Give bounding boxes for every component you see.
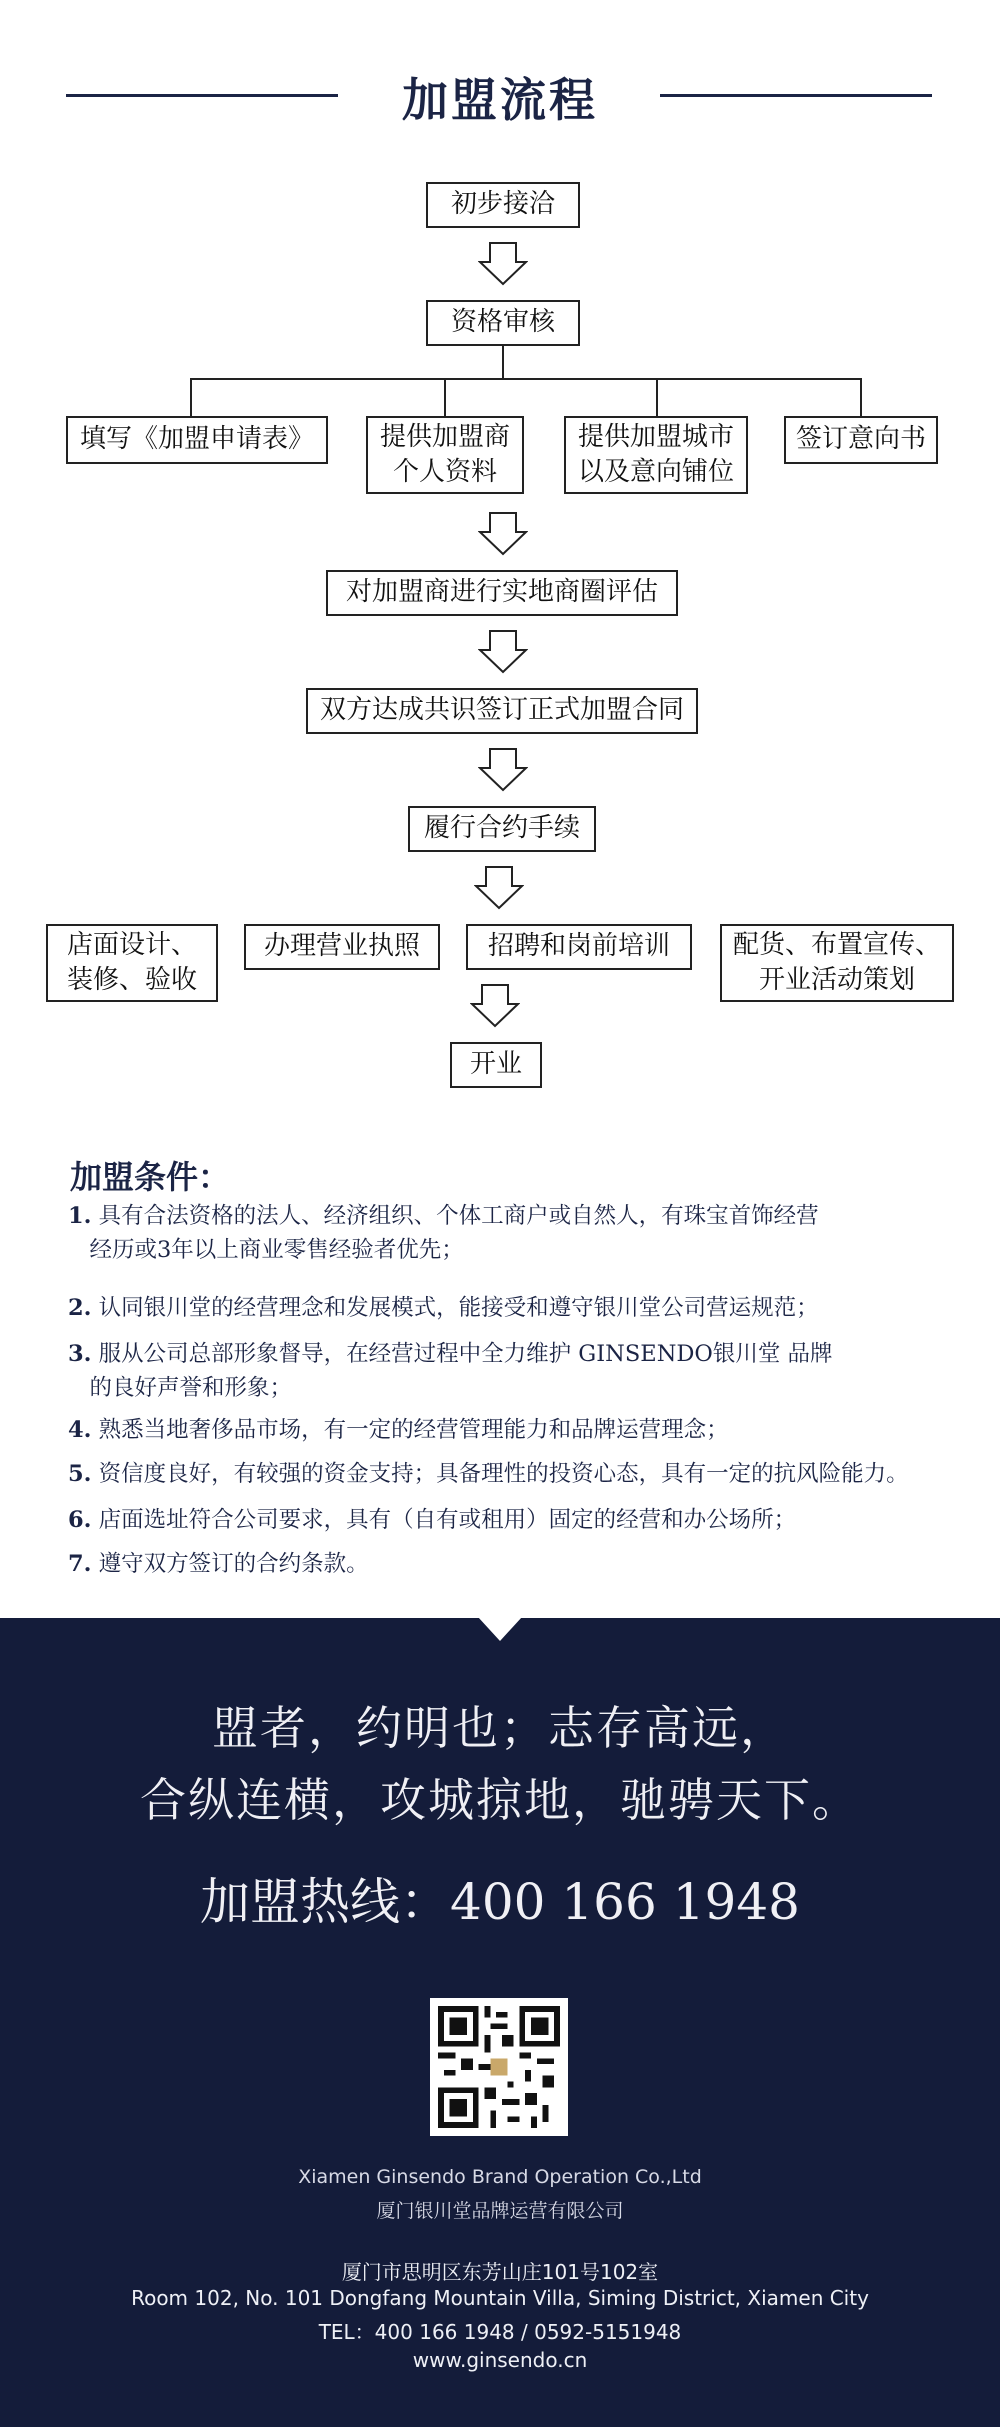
flow-connector [190, 378, 862, 380]
condition-item: 2. 认同银川堂的经营理念和发展模式，能接受和遵守银川堂公司营运规范； [68, 1295, 819, 1321]
flow-step-qualification-review: 资格审核 [426, 300, 580, 346]
address-en: Room 102, No. 101 Dongfang Mountain Villa, Siming District, Xiamen City [131, 2286, 869, 2310]
condition-item: 1. 具有合法资格的法人、经济组织、个体工商户或自然人，有珠宝首饰经营 经历或3年以上商业零售经验者优先； [68, 1203, 819, 1263]
flow-branch-letter-of-intent: 签订意向书 [784, 416, 938, 464]
flow-connector [860, 378, 862, 416]
flow-connector [502, 346, 504, 378]
flow-branch-application-form: 填写《加盟申请表》 [66, 416, 328, 464]
flow-connector [444, 378, 446, 416]
page-title: 加盟流程 [402, 73, 598, 127]
down-arrow-icon [478, 512, 528, 556]
flow-step-site-evaluation: 对加盟商进行实地商圈评估 [326, 570, 678, 616]
slogan-line-1: 盟者，约明也；志存高远， [212, 1701, 788, 1755]
down-arrow-icon [470, 984, 520, 1028]
condition-item: 7. 遵守双方签订的合约条款。 [68, 1551, 369, 1577]
flow-step-initial-contact: 初步接洽 [426, 182, 580, 228]
condition-item: 5. 资信度良好，有较强的资金支持；具备理性的投资心态，具有一定的抗风险能力。 [68, 1461, 909, 1487]
slogan-line-2: 合纵连横，攻城掠地，驰骋天下。 [140, 1773, 860, 1827]
condition-item: 6. 店面选址符合公司要求，具有（自有或租用）固定的经营和办公场所； [68, 1507, 797, 1533]
hotline: 加盟热线：400 166 1948 [200, 1873, 800, 1931]
flow-branch-recruit-training: 招聘和岗前培训 [466, 924, 692, 970]
qr-code-icon [430, 1998, 568, 2136]
address-cn: 厦门市思明区东芳山庄101号102室 [341, 2260, 659, 2284]
flow-step-opening: 开业 [450, 1042, 542, 1088]
condition-item: 3. 服从公司总部形象督导，在经营过程中全力维护 GINSENDO银川堂 品牌 的良好声誉和形象； [68, 1341, 833, 1401]
telephone: TEL：400 166 1948 / 0592-5151948 [318, 2320, 682, 2344]
flow-branch-personal-info: 提供加盟商 个人资料 [366, 416, 524, 494]
flow-connector [190, 378, 192, 416]
flow-branch-store-design: 店面设计、 装修、验收 [46, 924, 218, 1002]
company-name-cn: 厦门银川堂品牌运营有限公司 [376, 2200, 624, 2222]
footer-notch [478, 1617, 522, 1641]
down-arrow-icon [474, 866, 524, 910]
flow-branch-stocking-promo: 配货、布置宣传、 开业活动策划 [720, 924, 954, 1002]
down-arrow-icon [478, 242, 528, 286]
flow-branch-city-location: 提供加盟城市 以及意向铺位 [564, 416, 748, 494]
website-link[interactable]: www.ginsendo.cn [412, 2348, 588, 2372]
down-arrow-icon [478, 748, 528, 792]
company-name-en: Xiamen Ginsendo Brand Operation Co.,Ltd [298, 2166, 702, 2188]
conditions-title: 加盟条件： [70, 1158, 231, 1196]
flow-branch-business-license: 办理营业执照 [244, 924, 440, 970]
flow-step-contract-procedures: 履行合约手续 [408, 806, 596, 852]
flow-connector [656, 378, 658, 416]
condition-item: 4. 熟悉当地奢侈品市场，有一定的经营管理能力和品牌运营理念； [68, 1417, 729, 1443]
down-arrow-icon [478, 630, 528, 674]
flow-step-sign-contract: 双方达成共识签订正式加盟合同 [306, 688, 698, 734]
